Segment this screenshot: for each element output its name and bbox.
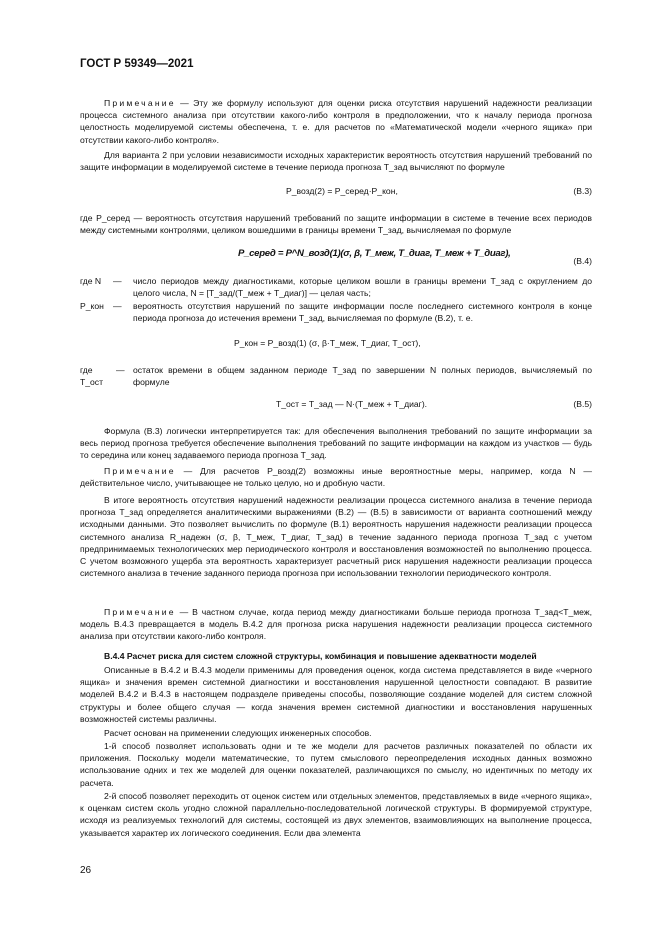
equation-text: P_возд(2) = P_серед·P_кон, [286,186,398,196]
equation-text: T_ост = T_зад — N·(T_меж + T_диаг). [276,399,428,409]
equation-pkon [234,338,421,348]
note-text: — В частном случае, когда период между диагностиками больше периода прогноза T_зад<T_меж, модель В.4.3 превращается в модель В.4.2 для прогноза риска нарушения надежности реализации процесса системного анализа при отсутствии какого-либо контроля. [80,607,592,642]
paragraph [80,727,592,739]
paragraph-text: Для варианта 2 при условии независимости исходных характеристик вероятность отсутствия нарушений требований по защите информации в моделируемой системе в течение периода прогноза T_зад вычисляют по формуле [80,150,592,173]
paragraph-text: Описанные в В.4.2 и В.4.3 модели применимы для проведения оценок, когда система представляется в виде «черного ящика» и значения времен системной диагностики и восстановления нарушенной целостности совпадают. В развитие моделей В.4.2 и В.4.3 в настоящем подразделе приведены способы, позволяющие создание моделей для систем сложной структуры и более общего случая — когда значения времен системной диагностики и восстановления нарушенных возможностей системы различны. [80,665,592,724]
paragraph [80,664,592,725]
note-1 [80,97,592,146]
definition-n [80,275,592,301]
definition-dash: — [113,276,122,286]
equation-b3 [286,186,398,196]
definition-text: остаток времени в общем заданном периоде T_зад по завершении N полных периодов, вычисляемый по формуле [133,365,592,388]
page-number: 26 [80,865,92,876]
paragraph-text: Формула (В.3) логически интерпретируется так: для обеспечения выполнения требований по защите информации за весь период прогноза требуется обеспечение выполнения требований по защите информации на каждом из участков — будь то середина или конец задаваемого периода прогноза T_зад. [80,426,592,461]
equation-number-b5: (В.5) [573,399,592,409]
note-text: — Эту же формулу используют для оценки риска отсутствия нарушений надежности реализации процесса системного анализа при отсутствии какого-либо контроля в предположении, что к началу периода прогноза целостность моделируемой системы обеспечена, т. е. для расчетов по «Математической модели «черного ящика» при отсутствии какого-либо контроля». [80,98,592,145]
note-label: Примечание [104,607,176,617]
paragraph [80,740,592,789]
definition-symbol: где T_ост [80,365,104,388]
definition-dash: — [116,365,125,375]
note-label: Примечание [104,466,176,476]
equation-b4 [238,248,511,259]
note-3 [80,606,592,643]
note-label: Примечание [104,98,176,108]
paragraph-text: где P_серед — вероятность отсутствия нарушений требований по защите информации в системе в течение всех периодов между системными контролями, целиком вошедшими в границы времени T_зад, вычисляемая по формуле [80,213,592,236]
paragraph [80,149,592,173]
paragraph-text: 1-й способ позволяет использовать одни и те же модели для расчетов различных показателей по области их приложения. Поскольку модели математические, то путем смыслового переопределения исходных данных возможно использование одних и тех же моделей для оценки показателей, различающихся по смыслу, но идентичных по методу их расчета. [80,741,592,788]
paragraph [80,425,592,462]
definition-dash: — [113,301,122,311]
equation-text: P_серед = P^N_возд(1)(σ, β, T_меж, T_диаг, T_меж + T_диаг), [238,248,511,259]
definition-symbol: P_кон [80,301,104,311]
document-header: ГОСТ Р 59349—2021 [80,58,194,70]
definition-text: число периодов между диагностиками, которые целиком вошли в границы времени T_зад с округлением до целого числа, N = [T_зад/(T_меж + T_диаг)] — целая часть; [133,276,592,299]
note-2 [80,465,592,489]
definition-pkon [80,300,592,326]
paragraph-text: 2-й способ позволяет переходить от оценок систем или отдельных элементов, представляемых в виде «черного ящика», к оценкам систем сколь угодно сложной параллельно-последовательной логической структуры. В формируемой структуре, исходя из реализуемых технологий для системы, состоящей из двух элементов, взаимовлияющих на выполнение процесса, указывается характер их логического соединения. Если два элемента [80,791,592,838]
paragraph [80,212,592,236]
section-heading: В.4.4 Расчет риска для систем сложной структуры, комбинация и повышение адекватности моделей [104,651,537,661]
equation-b5 [276,399,427,409]
paragraph-text: Расчет основан на применении следующих инженерных способов. [104,728,372,738]
equation-text: P_кон = P_возд(1) (σ, β·T_меж, T_диаг, T_ост), [234,338,421,348]
definition-tost [80,364,592,390]
equation-number-b4: (В.4) [573,256,592,266]
note-text: — Для расчетов P_возд(2) возможны иные вероятностные меры, например, когда N — действительное число, учитывающее не только целую, но и дробную части. [80,466,593,489]
paragraph [80,790,592,839]
paragraph [80,494,592,579]
paragraph-text: В итоге вероятность отсутствия нарушений надежности реализации процесса системного анализа в течение периода прогноза T_зад определяется аналитическими выражениями (В.2) — (В.5) в зависимости от варианта соотношений между исходными данными. Это позволяет вычислить по формуле (В.1) вероятность нарушения надежности реализации процесса системного анализа R_надежн (σ, β, T_меж, T_диаг, T_зад) в течение заданного периода прогноза T_зад с учетом предпринимаемых технологических мер периодического контроля и восстановления возможностей по выполнению процесса. С учетом возможного ущерба эта вероятность характеризует расчетный риск нарушения надежности реализации процесса системного анализа в течение заданного периода прогноза при использовании технологии периодического контроля. [80,495,592,579]
definition-text: вероятность отсутствия нарушений по защите информации после последнего системного контроля в конце периода прогноза до истечения времени T_зад, вычисляемая по формуле (В.2), т. е. [133,301,592,324]
definition-symbol: где N [80,276,102,286]
equation-number-b3: (В.3) [573,186,592,196]
